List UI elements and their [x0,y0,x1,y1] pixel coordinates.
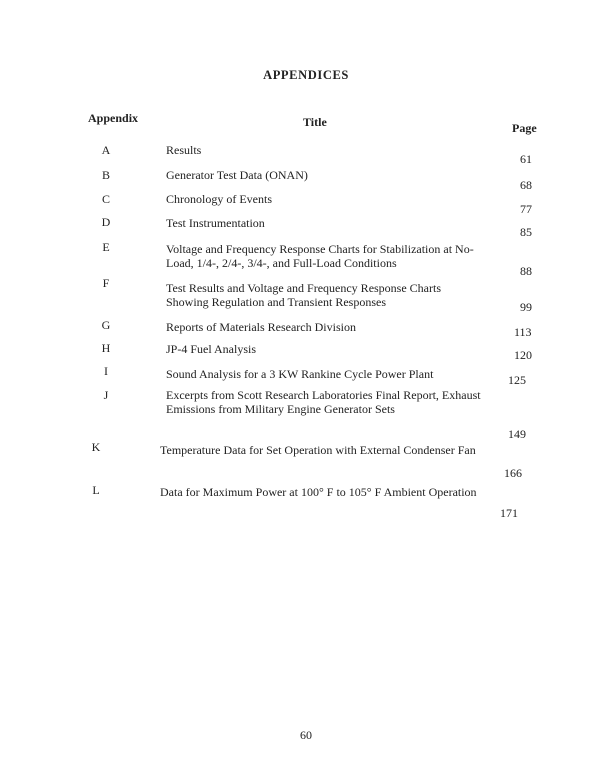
appendix-letter-b: B [101,168,110,182]
appendix-title-j: Excerpts from Scott Research Laboratories Final Report, Exhaust Emissions from Military Engine Generator Sets [166,388,481,416]
appendix-page-l: 171 [500,506,518,520]
appendix-letter-h: H [101,341,111,355]
column-header-appendix: Appendix [88,111,139,125]
appendix-title-h: JP-4 Fuel Analysis [166,342,257,356]
appendix-page-i: 125 [508,373,526,387]
appendix-page-d: 85 [520,225,532,239]
appendix-page-h: 120 [514,348,532,362]
appendix-title-b: Generator Test Data (ONAN) [166,168,308,182]
appendix-title-e: Voltage and Frequency Response Charts for Stabilization at No-Load, 1/4-, 2/4-, 3/4-, and Full-Load Conditions [166,242,474,270]
appendix-letter-f: F [102,276,110,290]
appendix-letter-g: G [101,318,111,332]
appendix-letter-a: A [101,143,111,157]
appendix-letter-k: K [91,440,101,454]
page-number: 60 [300,728,312,742]
appendix-title-a: Results [166,143,202,157]
appendix-title-k: Temperature Data for Set Operation with External Condenser Fan [160,443,476,457]
appendix-page-k: 166 [504,466,522,480]
appendix-page-b: 68 [520,178,532,192]
appendix-page-f: 99 [520,300,532,314]
page-title: APPENDICES [263,68,349,82]
appendix-letter-d: D [101,215,111,229]
column-header-page: Page [512,121,537,135]
appendix-letter-l: L [92,483,100,497]
appendix-letter-e: E [102,240,110,254]
appendix-title-i: Sound Analysis for a 3 KW Rankine Cycle Power Plant [166,367,434,381]
appendix-letter-i: I [104,364,108,378]
appendix-page-a: 61 [520,152,532,166]
appendix-title-l: Data for Maximum Power at 100° F to 105° F Ambient Operation [160,485,477,499]
appendix-page-g: 113 [514,325,532,339]
appendix-title-g: Reports of Materials Research Division [166,320,356,334]
appendix-page-c: 77 [520,202,532,216]
appendix-page-j: 149 [508,427,526,441]
appendix-letter-j: J [103,388,109,402]
appendix-page-e: 88 [520,264,532,278]
appendix-letter-c: C [101,192,110,206]
appendix-title-c: Chronology of Events [166,192,272,206]
appendix-title-d: Test Instrumentation [166,216,265,230]
column-header-title: Title [303,115,327,129]
appendix-title-f: Test Results and Voltage and Frequency Response Charts Showing Regulation and Transient Responses [166,281,442,309]
